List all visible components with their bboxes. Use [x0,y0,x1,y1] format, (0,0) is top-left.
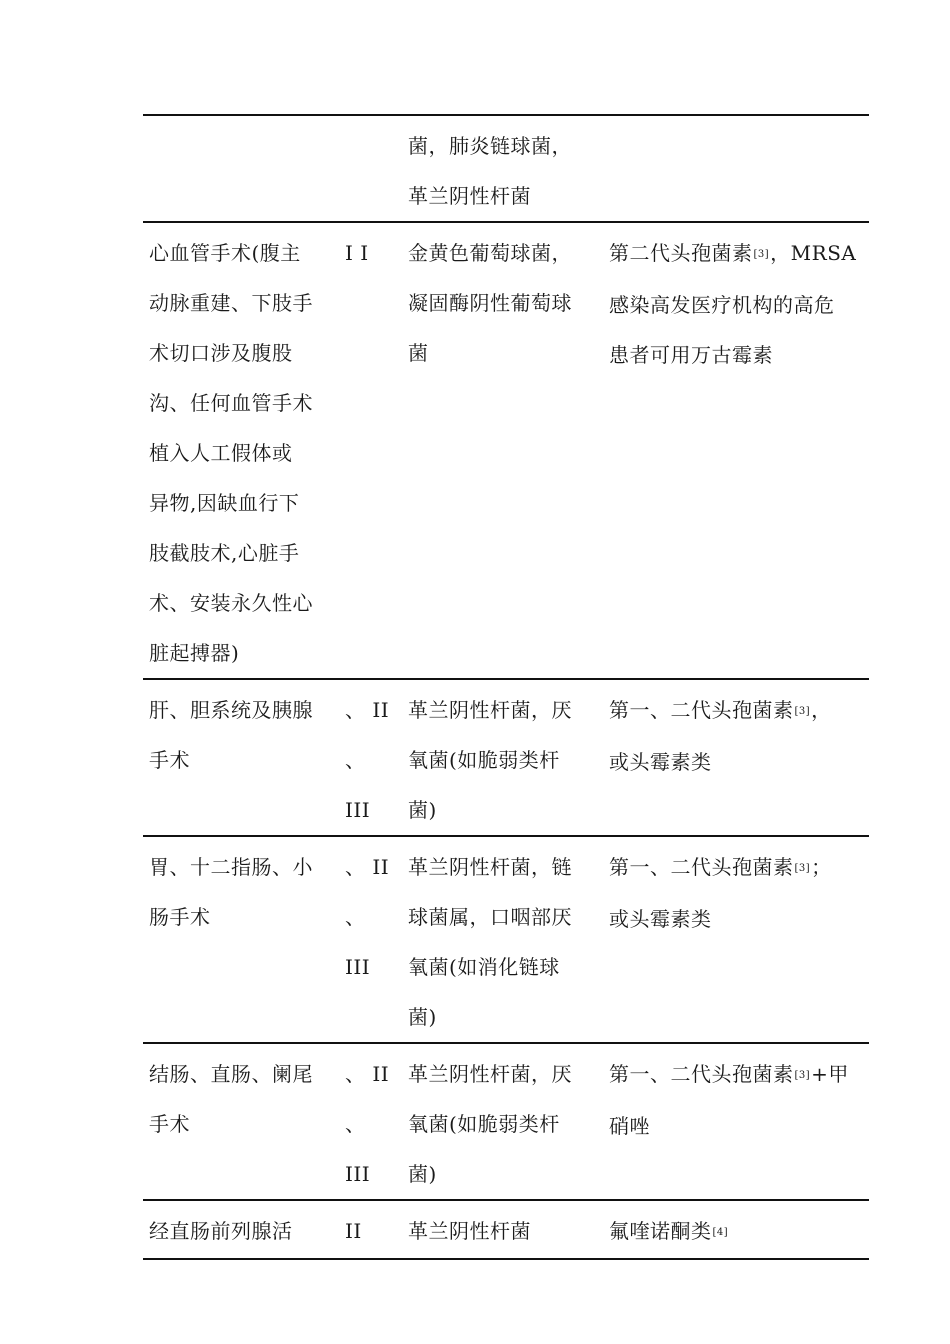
surgery-cell [143,115,339,222]
pathogen-cell: 革兰阴性杆菌，厌 氧菌(如脆弱类杆 菌) [408,1062,572,1186]
drug-cell: 氟喹诺酮类[4] [609,1219,729,1243]
citation-ref: [3] [794,862,811,874]
pathogen-cell: 菌，肺炎链球菌， 革兰阴性杆菌 [408,134,572,208]
surgery-cell: 胃、十二指肠、小 肠手术 [149,855,313,929]
table-row [143,836,869,1043]
incision-cell: II [345,1219,362,1243]
drug-cell: 第一、二代头孢菌素[3]， 或头霉素类 [609,698,832,774]
surgery-cell: 肝、胆系统及胰腺 手术 [149,698,313,772]
citation-ref: [3] [753,248,770,260]
incision-cell: 、 II 、 III [345,855,390,979]
table-row [143,115,869,222]
citation-ref: [4] [712,1226,729,1238]
table-row [143,679,869,836]
pathogen-cell: 革兰阴性杆菌，链 球菌属，口咽部厌 氧菌(如消化链球 菌) [408,855,572,1029]
drug-cell [603,115,869,222]
surgery-cell: 心血管手术(腹主 动脉重建、下肢手 术切口涉及腹股 沟、任何血管手术 植入人工假体或 异物,因缺血行下 肢截肢术,心脏手 术、安装永久性心 脏起搏器) [149,241,313,665]
incision-cell: I I [345,241,369,265]
table-row [143,1200,869,1259]
drug-cell: 第一、二代头孢菌素[3]+甲 硝唑 [609,1062,849,1138]
pathogen-cell: 革兰阴性杆菌，厌 氧菌(如脆弱类杆 菌) [408,698,572,822]
citation-ref: [3] [794,705,811,717]
antibiotic-prophylaxis-table [143,114,869,1260]
incision-cell [339,115,402,222]
surgery-cell: 结肠、直肠、阑尾 手术 [149,1062,313,1136]
table-row [143,222,869,679]
pathogen-cell: 革兰阴性杆菌 [408,1219,531,1243]
pathogen-cell: 金黄色葡萄球菌， 凝固酶阴性葡萄球 菌 [408,241,572,365]
drug-cell: 第一、二代头孢菌素[3]； 或头霉素类 [609,855,832,931]
incision-cell: 、 II 、 III [345,1062,390,1186]
drug-cell: 第二代头孢菌素[3]，MRSA 感染高发医疗机构的高危 患者可用万古霉素 [609,241,857,367]
citation-ref: [3] [794,1069,811,1081]
incision-cell: 、 II 、 III [345,698,390,822]
table-row [143,1043,869,1200]
surgery-cell: 经直肠前列腺活 [149,1219,293,1243]
